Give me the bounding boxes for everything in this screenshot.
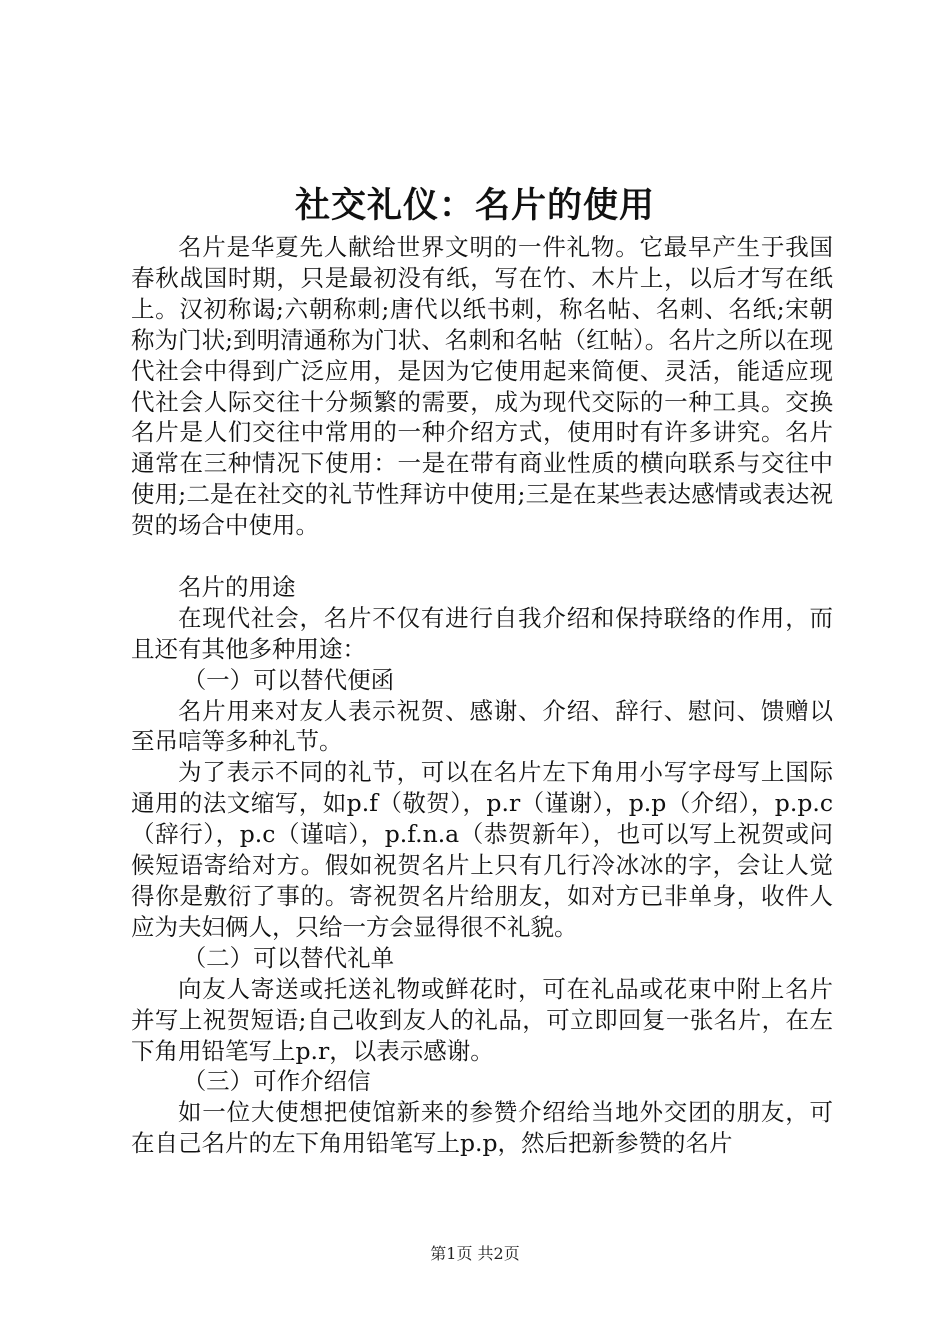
memo-paragraph-2: 为了表示不同的礼节，可以在名片左下角用小写字母写上国际通用的法文缩写，如p.f（敬贺），p.r（谨谢），p.p（介绍），p.p.c（辞行），p.c（谨唁），p.f.n.a（恭贺新年），也可以写上祝贺或问候短语寄给对方。假如祝贺名片上只有几行冷冰冰的字，会让人觉得你是敷衍了事的。寄祝贺名片给朋友，如对方已非单身，收件人应为夫妇俩人，只给一方会显得很不礼貌。 (131, 758, 833, 941)
document-title: 社交礼仪：名片的使用 (294, 185, 655, 226)
subheading-memo: （一）可以替代便函 (182, 665, 395, 694)
paragraph-spacer (131, 541, 833, 572)
introduction-letter-paragraph: 如一位大使想把使馆新来的参赞介绍给当地外交团的朋友，可在自己名片的左下角用铅笔写上p.p，然后把新参赞的名片 (131, 1098, 833, 1158)
gift-list-paragraph: 向友人寄送或托送礼物或鲜花时，可在礼品或花束中附上名片并写上祝贺短语;自己收到友人的礼品，可立即回复一张名片，在左下角用铅笔写上p.r，以表示感谢。 (131, 974, 833, 1065)
subheading-introduction-letter: （三）可作介绍信 (182, 1067, 371, 1096)
page-footer: 第1页 共2页 (430, 1244, 520, 1263)
memo-paragraph-1: 名片用来对友人表示祝贺、感谢、介绍、辞行、慰问、馈赠以至吊唁等多种礼节。 (131, 696, 833, 756)
subheading-gift-list: （二）可以替代礼单 (182, 943, 395, 972)
document-body (131, 232, 833, 1159)
intro-paragraph: 名片是华夏先人献给世界文明的一件礼物。它最早产生于我国春秋战国时期，只是最初没有纸，写在竹、木片上，以后才写在纸上。汉初称谒;六朝称刺;唐代以纸书刺，称名帖、名刺、名纸;宋朝称为门状;到明清通称为门状、名刺和名帖（红帖）。名片之所以在现代社会中得到广泛应用，是因为它使用起来简便、灵活，能适应现代社会人际交往十分频繁的需要，成为现代交际的一种工具。交换名片是人们交往中常用的一种介绍方式，使用时有许多讲究。名片通常在三种情况下使用：一是在带有商业性质的横向联系与交往中使用;二是在社交的礼节性拜访中使用;三是在某些表达感情或表达祝贺的场合中使用。 (131, 233, 833, 540)
section-heading-uses: 名片的用途 (178, 572, 296, 601)
uses-intro-paragraph: 在现代社会，名片不仅有进行自我介绍和保持联络的作用，而且还有其他多种用途： (131, 603, 833, 663)
